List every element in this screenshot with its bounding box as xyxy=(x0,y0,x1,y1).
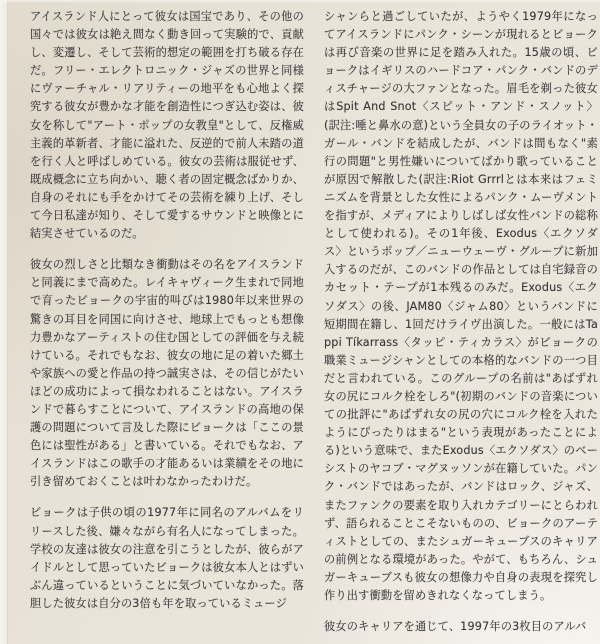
paragraph: アイスランド人にとって彼女は国宝であり、その他の国々では彼女は絶え間なく動き回って実験的で、貢献し、変遷し、そして芸術的想定の範囲を打ち破る存在だ。フリー・エレクトロニック・ジャズの世界と同様にヴァーチャル・リアリティーの地平をも心地よく探究する彼女が豊かな才能を創造性につぎ込む姿は、彼女を称して"アート・ポップの女教皇"として、反権威主義的革新者、才能に溢れた、反逆的で前人未踏の道を行く人と呼ばしめている。彼女の芸術は服従せず、既成概念に立ち向かい、聴く者の固定概念ばかりか、自身のそれにも手をかけてその芸術を練り上げ、そして今日私達が知り、そして愛するサウンドと映像とに結実させているのだ。 xyxy=(30,10,304,241)
paragraph: シャンらと過ごしていたが、ようやく1979年になってアイスランドにパンク・シーンが現れるとビョークは再び音楽の世界に足を踏み入れた。15歳の頃、ビョークはイギリスのハードコア・パンク・バンドのディスチャージの大ファンとなった。眉毛を剃った彼女はSpit And Snot〈スピット・アンド・スノット〉(訳注:唾と鼻水の意)という全員女の子のライオット・ガール・バンドを結成したが、バンドは間もなく"素行の問題"と男性嫌いについてばかり歌っていることが原因で解散した(訳注:Riot Grrrlとは本来はフェミニズムを背景とした女性によるパンク・ムーヴメントを指すが、メディアによりしばしば女性バンドの総称として使われる)。その1年後、Exodus〈エクソダス〉というポップ／ニューウェーヴ・グループに新加入するのだが、このバンドの作品としては自宅録音のカセット・テープが1本残るのみだ。Exodus〈エクソダス〉の後、JAM80〈ジャム80〉というバンドに短期間在籍し、1回だけライヴ出演した。一般にはTappi Tíkarrass〈タッピ・ティカラス〉がビョークの職業ミュージシャンとしての本格的なバンドの一つ目だと言われている。このグループの名前は"あばずれ女の尻にコルク栓をしろ"(初期のバンドの音楽についての批評に"あばずれ女の尻の穴にコルク栓を入れたようにぴったりはまる"という表現があったことによる)という意味で、またExodus〈エクソダス〉のベーシストのヤコブ・マグヌッソンが在籍していた。パンク・バンドではあったが、バンドはロック、ジャズ、またファンクの要素を取り入れカテゴリーにとらわれず、語られることこそないものの、ビョークのアーティストとしての、またシュガーキューブスのキャリアの前例となる環境があった。やがて、もちろん、シュガーキューブスも彼女の想像力や自身の表現を探究し作り出す衝動を留めきれなくなってしまう。 xyxy=(324,10,598,602)
paragraph: ビョークは子供の頃の1977年に同名のアルバムをリリースした後、嫌々ながら有名人になってしまった。学校の友達は彼女の注意を引こうとしたが、彼らがアイドルとして思っていたビョークは彼女本人とはずいぶん違っているということに気づいていなかった。落胆した彼女は自分の3倍も年を取っているミュージ xyxy=(30,506,304,610)
text-column-left xyxy=(30,8,304,613)
paragraph: 彼女のキャリアを通じて、1997年の3枚目のアルバ xyxy=(324,620,587,634)
text-column-right xyxy=(324,8,598,636)
paragraph: 彼女の烈しさと比類なき衝動はその名をアイスランドと同義にまで高めた。レイキャヴィーク生まれで同地で育ったビョークの宇宙的叫びは1980年以来世界の驚きの耳目を同国に向けさせ、地球上でもっとも想像力豊かなアーティストの住む国としての評価を与え続けている。それでもなお、彼女の地に足の着いた郷土や家族への愛と作品の持つ誠実さは、その信じがたいほどの成功によって損なわれることはない。アイスランドで暮らすことについて、アイスランドの高地の保護の問題について言及した際にビョークは「ここの景色には聖性がある」と書いている。それでもなお、アイスランドはこの歌手の才能あるいは業績をその地に引き留めておくことは叶わなかったわけだ。 xyxy=(30,258,304,489)
